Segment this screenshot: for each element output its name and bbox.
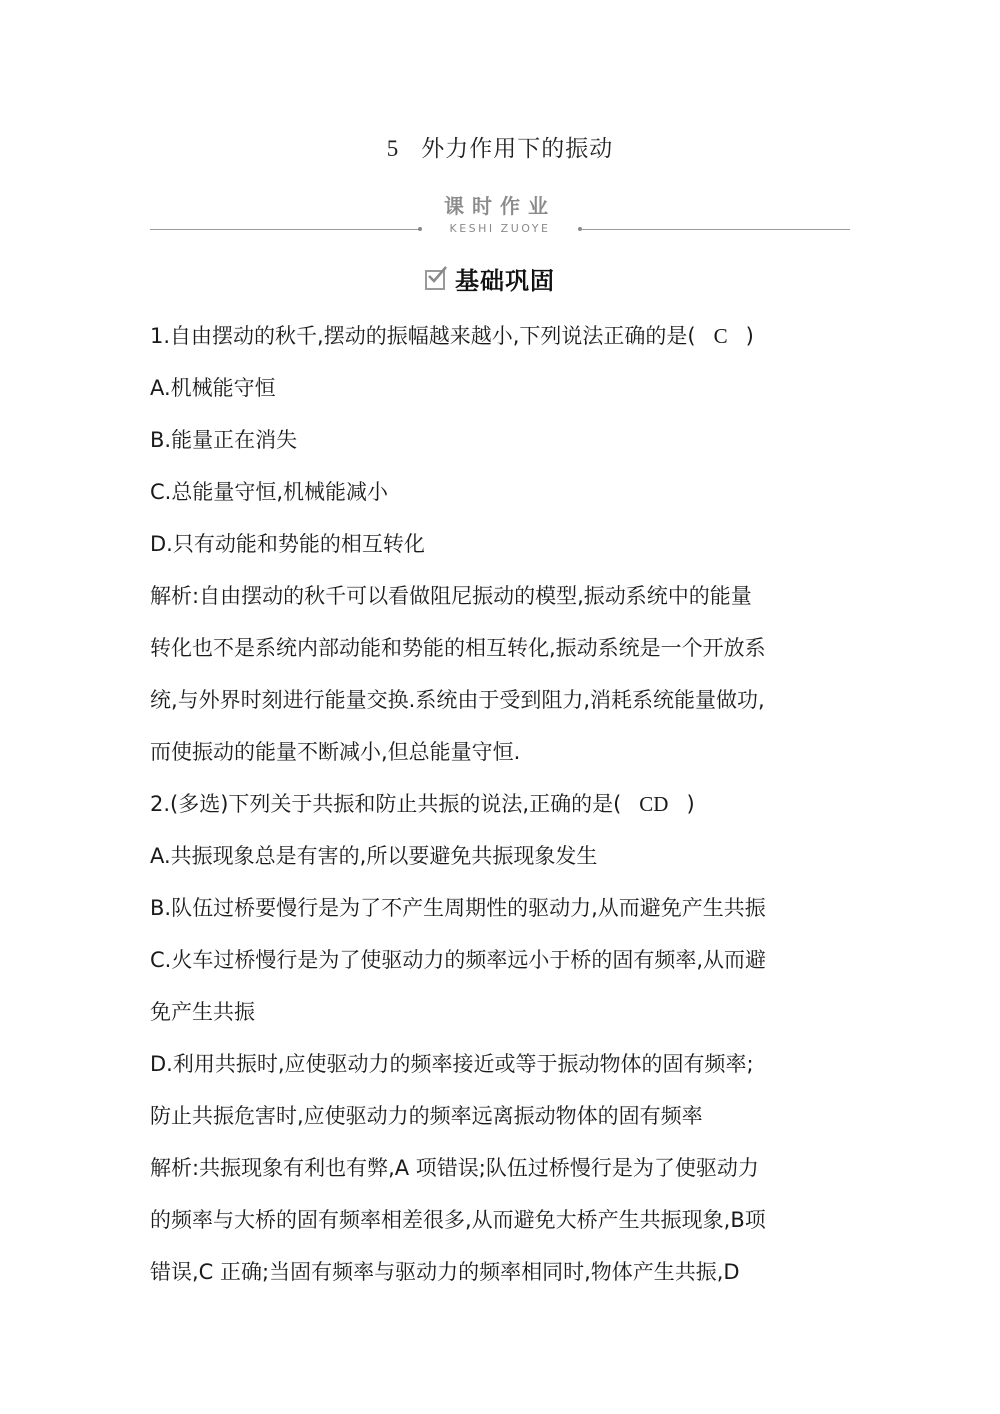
question-1-option-c: C.总能量守恒,机械能减小: [150, 480, 389, 504]
question-1-option-d: D.只有动能和势能的相互转化: [150, 532, 425, 556]
question-1-option-b: B.能量正在消失: [150, 428, 298, 452]
divider-dot-left: [418, 227, 422, 231]
document-body: [150, 310, 870, 1298]
question-1-analysis: 解析:自由摆动的秋千可以看做阻尼振动的模型,振动系统中的能量: [150, 584, 752, 608]
heading-divider: [150, 222, 850, 236]
section-heading: [425, 258, 559, 298]
question-1-option-a: A.机械能守恒: [150, 376, 276, 400]
question-1-answer: C: [713, 324, 728, 348]
divider-line-right: [580, 229, 850, 230]
question-1-analysis: 而使振动的能量不断减小,但总能量守恒.: [150, 740, 521, 764]
question-2-option-d: D.利用共振时,应使驱动力的频率接近或等于振动物体的固有频率;: [150, 1052, 754, 1076]
question-2-analysis: 解析:共振现象有利也有弊,A 项错误;队伍过桥慢行是为了使驱动力: [150, 1156, 759, 1180]
question-1-stem: [150, 310, 870, 362]
section-label: 基础巩固: [451, 261, 559, 296]
lesson-number: 5: [386, 136, 400, 161]
question-2-option-b: B.队伍过桥要慢行是为了不产生周期性的驱动力,从而避免产生共振: [150, 896, 766, 920]
homework-heading-pinyin: KESHI ZUOYE: [449, 222, 551, 235]
lesson-title: [0, 130, 1000, 163]
question-1-analysis: 统,与外界时刻进行能量交换.系统由于受到阻力,消耗系统能量做功,: [150, 688, 765, 712]
question-2-analysis: 错误,C 正确;当固有频率与驱动力的频率相同时,物体产生共振,D: [150, 1260, 740, 1284]
question-1-analysis: 转化也不是系统内部动能和势能的相互转化,振动系统是一个开放系: [150, 636, 766, 660]
question-text-end: ): [745, 324, 754, 348]
lesson-title-text: 外力作用下的振动: [421, 136, 614, 162]
checkbox-icon: [425, 270, 445, 290]
question-2-option-a: A.共振现象总是有害的,所以要避免共振现象发生: [150, 844, 598, 868]
question-text-end: ): [686, 792, 695, 816]
question-2-option-d-cont: 防止共振危害时,应使驱动力的频率远离振动物体的固有频率: [150, 1104, 703, 1128]
question-2-analysis: 的频率与大桥的固有频率相差很多,从而避免大桥产生共振现象,B项: [150, 1208, 766, 1232]
question-text: 2.(多选)下列关于共振和防止共振的说法,正确的是(: [150, 792, 622, 816]
question-2-option-c: C.火车过桥慢行是为了使驱动力的频率远小于桥的固有频率,从而避: [150, 948, 767, 972]
question-2-option-c-cont: 免产生共振: [150, 1000, 255, 1024]
question-text: 1.自由摆动的秋千,摆动的振幅越来越小,下列说法正确的是(: [150, 324, 696, 348]
divider-line-left: [150, 229, 420, 230]
question-2-stem: [150, 778, 870, 830]
question-2-answer: CD: [639, 792, 669, 816]
homework-heading: 课时作业: [444, 194, 556, 218]
